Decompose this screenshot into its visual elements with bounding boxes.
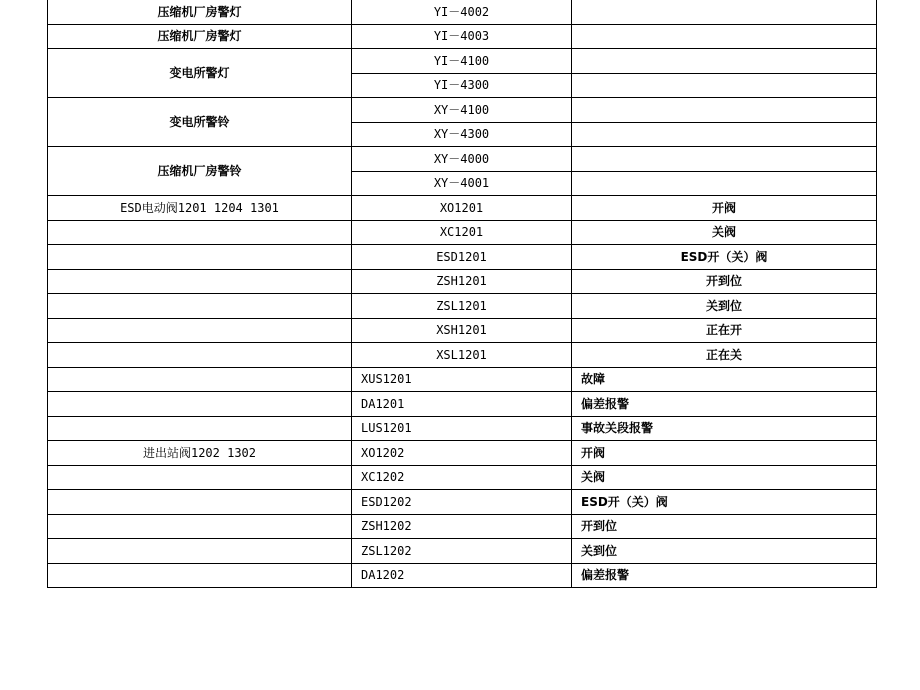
table-row [48, 24, 877, 49]
table-row [48, 416, 877, 441]
table-row [48, 539, 877, 564]
desc-cell: 偏差报警 [572, 563, 877, 588]
tag-cell: YI－4002 [352, 0, 572, 24]
table-row [48, 563, 877, 588]
desc-cell [572, 73, 877, 98]
tag-cell: ESD1201 [352, 245, 572, 270]
desc-cell [572, 49, 877, 74]
desc-cell: ESD开（关）阀 [572, 490, 877, 515]
device-cell: 压缩机厂房警灯 [48, 24, 352, 49]
io-point-table [47, 0, 877, 588]
desc-cell [572, 122, 877, 147]
device-cell: 进出站阀1202 1302 [48, 441, 352, 466]
device-cell [48, 343, 352, 368]
table-row [48, 490, 877, 515]
tag-cell: ZSL1202 [352, 539, 572, 564]
tag-cell: XY－4100 [352, 98, 572, 123]
device-cell [48, 318, 352, 343]
desc-cell [572, 24, 877, 49]
table-row [48, 0, 877, 24]
tag-cell: LUS1201 [352, 416, 572, 441]
device-cell: 变电所警灯 [48, 49, 352, 98]
table-row [48, 294, 877, 319]
tag-cell: DA1202 [352, 563, 572, 588]
desc-cell: 关阀 [572, 220, 877, 245]
table-row [48, 514, 877, 539]
tag-cell: XY－4300 [352, 122, 572, 147]
tag-cell: XO1201 [352, 196, 572, 221]
desc-cell: 关到位 [572, 294, 877, 319]
tag-cell: XC1201 [352, 220, 572, 245]
desc-cell: 事故关段报警 [572, 416, 877, 441]
desc-cell [572, 147, 877, 172]
table-row [48, 392, 877, 417]
table-row [48, 269, 877, 294]
table-row [48, 147, 877, 172]
desc-cell [572, 0, 877, 24]
desc-cell [572, 98, 877, 123]
tag-cell: ZSH1202 [352, 514, 572, 539]
device-cell: ESD电动阀1201 1204 1301 [48, 196, 352, 221]
device-cell [48, 490, 352, 515]
tag-cell: XSL1201 [352, 343, 572, 368]
desc-cell: 偏差报警 [572, 392, 877, 417]
table-row [48, 367, 877, 392]
tag-cell: DA1201 [352, 392, 572, 417]
desc-cell [572, 171, 877, 196]
table-row [48, 465, 877, 490]
device-cell [48, 539, 352, 564]
device-cell [48, 416, 352, 441]
tag-cell: YI－4100 [352, 49, 572, 74]
device-cell: 压缩机厂房警灯 [48, 0, 352, 24]
tag-cell: ESD1202 [352, 490, 572, 515]
device-cell [48, 294, 352, 319]
desc-cell: 开到位 [572, 269, 877, 294]
desc-cell: 关到位 [572, 539, 877, 564]
tag-cell: XY－4001 [352, 171, 572, 196]
desc-cell: 故障 [572, 367, 877, 392]
device-cell [48, 245, 352, 270]
desc-cell: 关阀 [572, 465, 877, 490]
table-row [48, 343, 877, 368]
desc-cell: 正在关 [572, 343, 877, 368]
device-cell [48, 563, 352, 588]
device-cell: 变电所警铃 [48, 98, 352, 147]
table-row [48, 318, 877, 343]
tag-cell: XY－4000 [352, 147, 572, 172]
table-row [48, 441, 877, 466]
table-row [48, 245, 877, 270]
table-row [48, 98, 877, 123]
tag-cell: YI－4003 [352, 24, 572, 49]
desc-cell: 开阀 [572, 441, 877, 466]
tag-cell: ZSL1201 [352, 294, 572, 319]
device-cell [48, 465, 352, 490]
device-cell [48, 392, 352, 417]
tag-cell: XUS1201 [352, 367, 572, 392]
device-cell [48, 269, 352, 294]
tag-cell: ZSH1201 [352, 269, 572, 294]
table-row [48, 196, 877, 221]
desc-cell: 开阀 [572, 196, 877, 221]
device-cell: 压缩机厂房警铃 [48, 147, 352, 196]
device-cell [48, 220, 352, 245]
tag-cell: YI－4300 [352, 73, 572, 98]
device-cell [48, 514, 352, 539]
table-row [48, 220, 877, 245]
desc-cell: 正在开 [572, 318, 877, 343]
device-cell [48, 367, 352, 392]
tag-cell: XO1202 [352, 441, 572, 466]
tag-cell: XSH1201 [352, 318, 572, 343]
table-row [48, 49, 877, 74]
tag-cell: XC1202 [352, 465, 572, 490]
desc-cell: ESD开（关）阀 [572, 245, 877, 270]
desc-cell: 开到位 [572, 514, 877, 539]
